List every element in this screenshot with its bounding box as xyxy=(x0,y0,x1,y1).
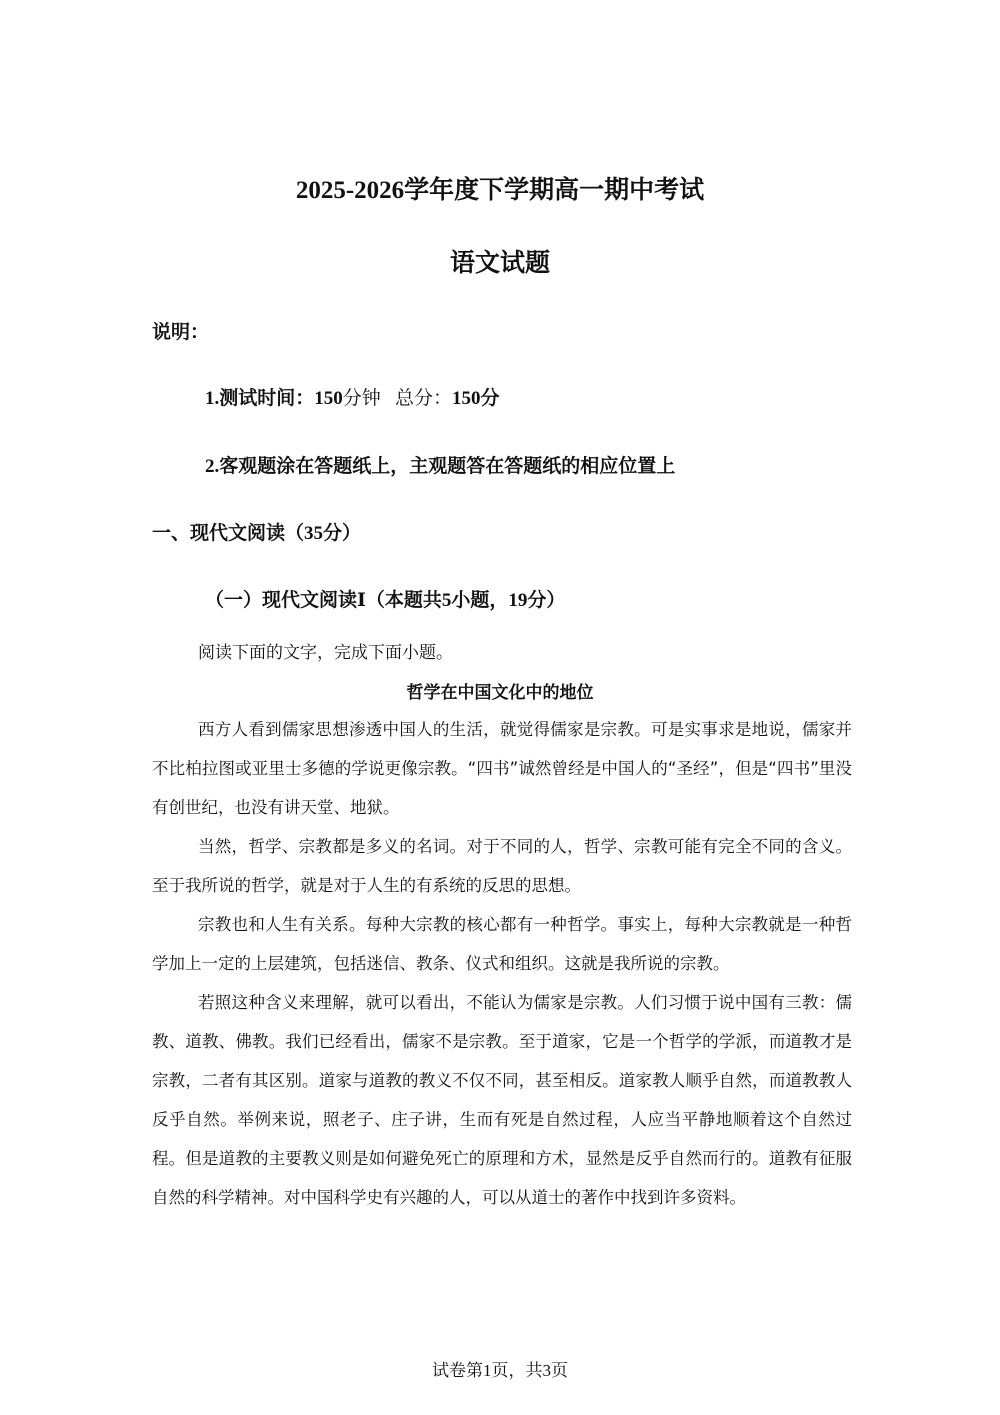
instruction-time-prefix: 1.测试时间：150 xyxy=(205,388,343,409)
instruction-item-answers: 2.客观题涂在答题纸上，主观题答在答题纸的相应位置上 xyxy=(205,456,676,477)
page-footer: 试卷第1页，共3页 xyxy=(432,1361,568,1380)
subsection-heading: （一）现代文阅读Ⅰ（本题共5小题，19分） xyxy=(205,590,566,611)
reading-instruction: 阅读下面的文字，完成下面小题。 xyxy=(198,643,453,663)
section-heading: 一、现代文阅读（35分） xyxy=(152,523,362,544)
instruction-item-time xyxy=(205,383,500,410)
instructions-label: 说明： xyxy=(152,322,210,343)
article-paragraph: 当然，哲学、宗教都是多义的名词。对于不同的人，哲学、宗教可能有完全不同的含义。至于我所说的哲学，就是对于人生的有系统的反思的思想。 xyxy=(152,837,852,895)
instruction-total-label: 总分： xyxy=(395,388,453,409)
article-paragraph: 若照这种含义来理解，就可以看出，不能认为儒家是宗教。人们习惯于说中国有三教：儒教、道教、佛教。我们已经看出，儒家不是宗教。至于道家，它是一个哲学的学派，而道教才是宗教，二者有其区别。道家与道教的教义不仅不同，甚至相反。道家教人顺乎自然，而道教教人反乎自然。举例来说，照老子、庄子讲，生而有死是自然过程，人应当平静地顺着这个自然过程。但是道教的主要教义则是如何避免死亡的原理和方术，显然是反乎自然而行的。道教有征服自然的科学精神。对中国科学史有兴趣的人，可以从道士的著作中找到许多资料。 xyxy=(152,993,852,1207)
article-title: 哲学在中国文化中的地位 xyxy=(406,683,594,703)
article-paragraph: 西方人看到儒家思想渗透中国人的生活，就觉得儒家是宗教。可是实事求是地说，儒家并不比柏拉图或亚里士多德的学说更像宗教。“四书”诚然曾经是中国人的“圣经”，但是“四书”里没有创世纪，也没有讲天堂、地狱。 xyxy=(152,720,852,817)
article-paragraph: 宗教也和人生有关系。每种大宗教的核心都有一种哲学。事实上，每种大宗教就是一种哲学加上一定的上层建筑，包括迷信、教条、仪式和组织。这就是我所说的宗教。 xyxy=(152,915,852,973)
instruction-time-unit: 分钟 xyxy=(342,388,381,409)
exam-title: 2025-2026学年度下学期高一期中考试 xyxy=(295,177,705,204)
instruction-total-value: 150分 xyxy=(452,388,500,409)
article-body xyxy=(152,710,852,1217)
exam-subject: 语文试题 xyxy=(449,250,550,277)
